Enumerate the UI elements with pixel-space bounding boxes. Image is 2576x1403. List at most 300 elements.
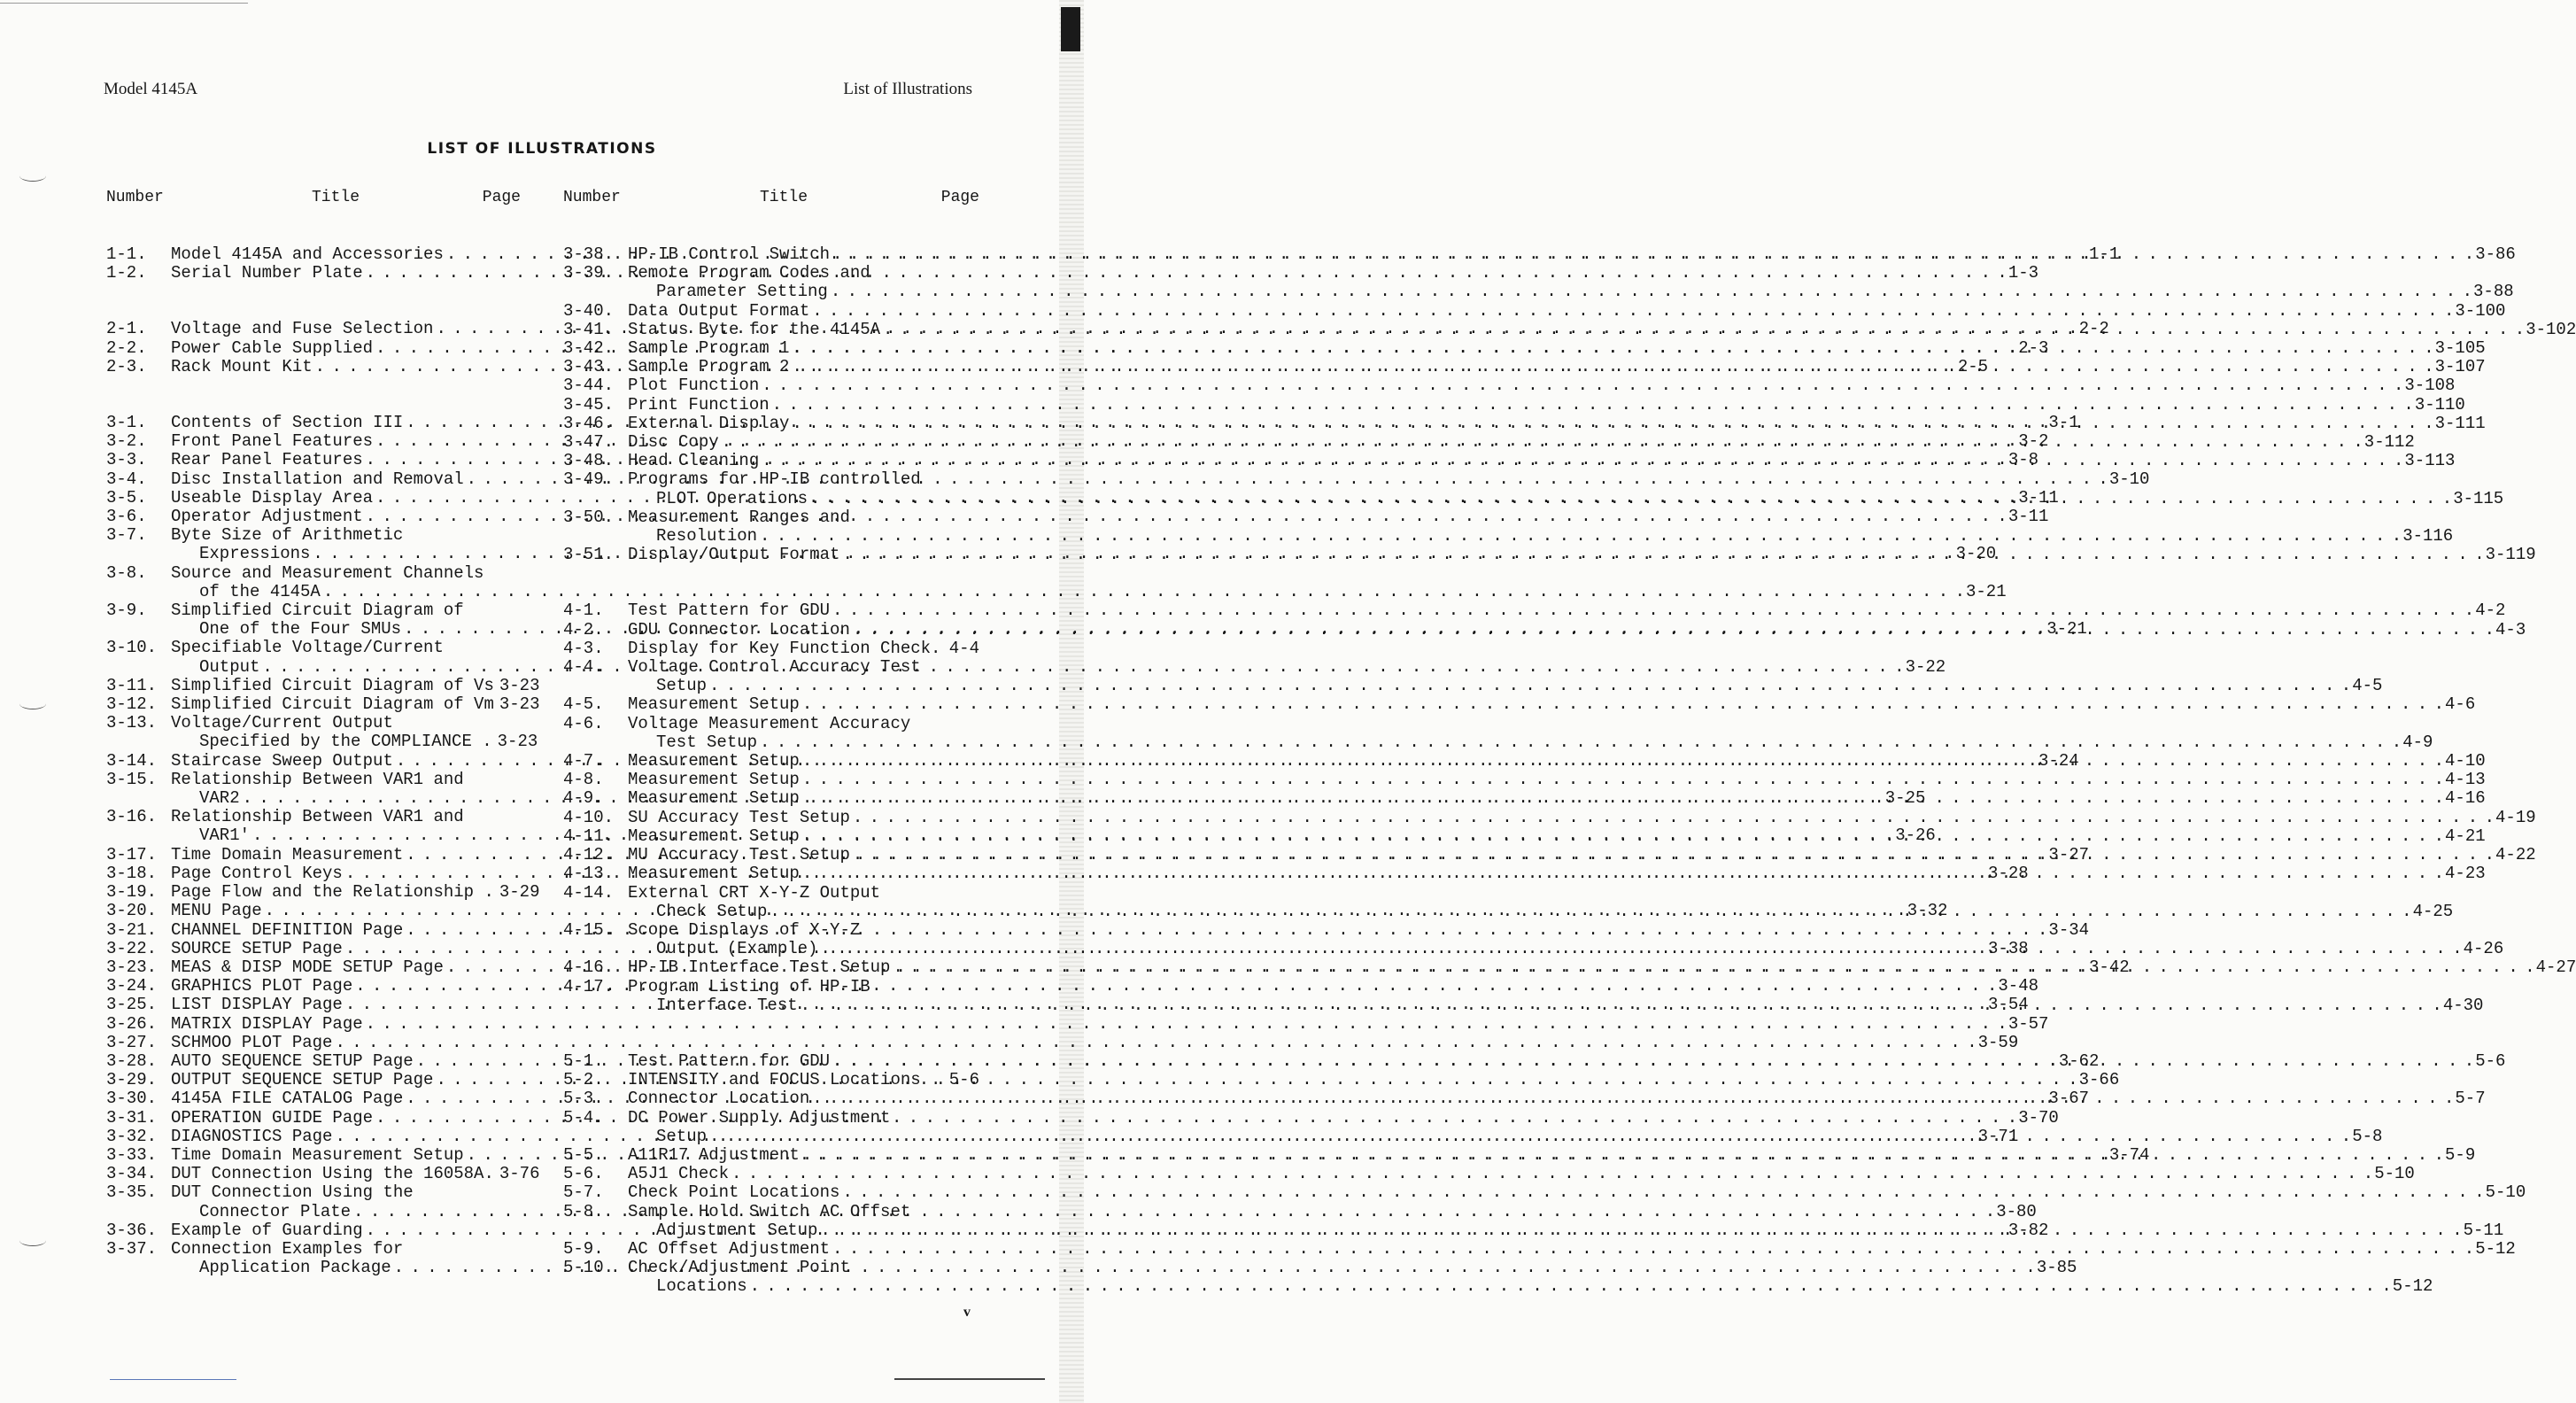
title-heading: Title [312,189,360,206]
figure-number: 3-43. [563,357,615,377]
page-ref: 3-38 [1988,938,2029,958]
figure-title: Parameter Setting [656,282,828,302]
page-ref: 3-70 [2018,1107,2059,1128]
page-ref: 3-54 [1988,995,2029,1015]
page-ref: 5-10 [2485,1182,2526,1203]
page-ref: 3-20 [1955,544,1997,564]
figure-number: 3-13. [106,713,158,733]
page-ref: 3-108 [2404,376,2456,396]
figure-number: 3-44. [563,376,615,396]
figure-number: 3-17. [106,844,158,864]
page-ref: 3-107 [2434,357,2486,377]
figure-number: 4-8. [563,770,604,790]
page-ref: 4-23 [2445,864,2486,884]
figure-number: 3-32. [106,1126,158,1146]
dot-leader [832,1052,2472,1071]
dot-leader [812,1089,2452,1108]
figure-title: Rack Mount Kit [171,356,313,376]
figure-title: Staircase Sweep Output [171,750,393,771]
page-ref: 3-100 [2455,300,2506,321]
header-model: Model 4145A [104,80,198,98]
figure-title: Disc Installation and Removal [171,469,464,489]
figure-number: 3-30. [106,1089,158,1109]
dot-leader [801,996,2441,1015]
page-ref: 4-9 [2402,732,2433,752]
dot-leader [731,1165,2371,1183]
page-ref: 4-22 [2495,845,2536,865]
figure-number: 4-17. [563,976,615,996]
dot-leader [832,1240,2472,1259]
figure-number: 3-33. [106,1144,158,1165]
figure-number: 3-7. [106,525,147,546]
figure-number: 5-6. [563,1164,604,1184]
figure-title: Head Cleaning [628,451,760,471]
page-ref: 3-86 [2475,244,2516,264]
figure-number: 3-24. [106,976,158,996]
figure-title: AUTO SEQUENCE SETUP Page [171,1050,414,1071]
dot-leader [709,677,2349,695]
figure-title: VAR2 [199,788,240,809]
figure-title: Contents of Section III [171,413,404,433]
figure-title: Output (Example) [656,939,818,959]
figure-title: Simplified Circuit Diagram of Vs [171,675,494,695]
illustration-entry [106,562,2007,601]
illustration-entry [106,1032,2019,1052]
section-gap [563,564,979,601]
figure-title: Connection Examples for [171,1238,404,1259]
figure-title: Measurement Setup [628,751,800,771]
index-tab-mark [1061,7,1080,51]
figure-title: Useable Display Area [171,487,374,508]
figure-number: 3-19. [106,882,158,903]
page-ref: 5-12 [2475,1238,2516,1259]
figure-title: Serial Number Plate [171,263,363,283]
page-ref: 4-6 [2445,694,2476,715]
figure-number: 5-1. [563,1050,604,1071]
page-ref: 5-11 [2463,1220,2504,1240]
figure-title: Byte Size of Arithmetic [171,525,404,546]
dot-leader [792,358,2432,376]
figure-title: Connector Plate [199,1201,352,1221]
figure-title: DC Power Supply Adjustment [628,1107,891,1128]
figure-title: Connector Location [628,1089,810,1109]
figure-number: 3-42. [563,338,615,359]
page-ref: 2-5 [1957,356,1989,376]
figure-title: DUT Connection Using the 16058A. [171,1164,494,1184]
figure-title: MENU Page [171,901,262,921]
figure-title: Programs for HP-IB controlled [628,469,921,490]
illustration-entry [563,376,2456,396]
figure-number: 3-27. [106,1032,158,1052]
figure-number: 4-4. [563,657,604,678]
figure-title: Data Output Format [628,300,810,321]
page-ref: 3-23 [497,732,538,752]
page-ref: 3-57 [2007,1013,2049,1034]
page-ref: 4-21 [2445,826,2486,846]
page-ref: 3-42 [2089,957,2130,977]
figure-number: 3-39. [563,263,615,283]
illustration-entry [563,413,2486,433]
illustration-entry [563,638,979,658]
page-ref: 3-66 [2078,1070,2120,1090]
page-ref: 3-34 [2048,919,2090,940]
figure-title: 4145A FILE CATALOG Page [171,1089,404,1109]
dot-leader [802,827,2442,846]
number-heading: Number [563,189,621,206]
figure-title: SCHMOO PLOT Page [171,1032,333,1052]
illustration-entry [563,601,2506,621]
figure-title: DUT Connection Using the [171,1182,414,1203]
dot-leader [853,809,2493,827]
figure-title: Measurement Setup [628,788,800,809]
figure-number: 3-2. [106,431,147,452]
illustration-entry [563,394,2465,415]
figure-number: 4-5. [563,694,604,715]
figure-number: 3-11. [106,675,158,695]
figure-title: Measurement Setup [628,770,800,790]
illustration-entry [106,694,540,715]
page-ref: 3-29 [499,882,540,903]
figure-title: Relationship Between VAR1 and [171,807,464,827]
figure-title: Sample Program 1 [628,338,790,359]
page-ref: 3-67 [2048,1089,2090,1109]
figure-title: HP-IB Control Switch [628,244,831,264]
figure-title: AC Offset Adjustment [628,1238,831,1259]
figure-number: 5-3. [563,1089,604,1109]
figure-number: 2-1. [106,319,147,339]
page-ref: 2-3 [2018,337,2049,358]
page-ref: 4-4 [948,638,979,658]
dot-leader [802,695,2442,714]
dot-leader [832,601,2472,620]
page-ref: 3-82 [2007,1220,2049,1240]
figure-title: Power Cable Supplied [171,337,374,358]
figure-title: Voltage and Fuse Selection [171,319,434,339]
dot-leader [893,958,2533,977]
figure-title: Print Function [628,394,770,415]
figure-number: 5-5. [563,1144,604,1165]
figure-number: 3-26. [106,1013,158,1034]
page-ref: 3-110 [2414,394,2465,415]
page-ref: 3-11 [2007,507,2049,527]
dot-leader [820,940,2460,958]
page-ref: 1-1 [2089,244,2120,264]
page-ref: 3-115 [2453,488,2504,508]
figure-title: DIAGNOSTICS Page [171,1126,333,1146]
dot-leader [853,621,2493,639]
dot-leader [820,1221,2460,1240]
page-ref: 3-111 [2434,413,2486,433]
figure-title: OPERATION GUIDE Page [171,1107,374,1128]
top-rule [0,3,248,4]
page-ref: 5-6 [948,1070,979,1090]
figure-number: 5-4. [563,1107,604,1128]
figure-title: Sample Program 2 [628,357,790,377]
column-headers [106,189,521,210]
figure-title: Setup [656,676,708,696]
page-ref: 3-23 [499,694,540,715]
page-ref: 3-48 [1998,976,2039,996]
dot-leader [810,487,2450,508]
figure-number: 1-2. [106,263,147,283]
figure-title: Measurement Setup [628,864,800,884]
page-ref: 5-12 [2392,1276,2433,1297]
page-ref: 4-19 [2495,807,2536,827]
figure-number: 3-25. [106,995,158,1015]
figure-number: 3-38. [563,244,615,264]
illustration-entry [106,1013,2049,1034]
figure-title: Measurement Setup [628,826,800,846]
figure-number: 3-1. [106,413,147,433]
figure-number: 3-41. [563,319,615,339]
figure-title: Model 4145A and Accessories [171,244,444,264]
page-ref: 2-2 [2078,319,2109,339]
page-ref: 3-2 [2018,431,2049,452]
page-ref: 3-62 [2058,1050,2100,1071]
page-ref: 5-8 [2352,1126,2383,1146]
figure-number: 4-2. [563,619,604,639]
figure-number: 5-2. [563,1070,604,1090]
figure-title: Voltage Measurement Accuracy [628,713,911,733]
figure-number: 3-16. [106,807,158,827]
figure-title: Setup [656,1126,708,1146]
figure-title: Adjustment Setup [656,1220,818,1240]
page-ref: 3-32 [1907,901,1948,921]
figure-number: 3-14. [106,750,158,771]
figure-number: 4-6. [563,713,604,733]
figure-number: 3-31. [106,1107,158,1128]
page-ref: 3-1 [2048,413,2079,433]
illustration-entry [563,713,2433,752]
figure-title: Check Point Locations [628,1182,840,1203]
dot-leader [770,903,2410,921]
page-ref: 3-71 [1977,1126,2019,1146]
figure-title: Relationship Between VAR1 and [171,769,464,789]
figure-title: Application Package [199,1258,391,1278]
punch-hole-mark [19,170,46,182]
page-ref: 4-3 [2495,619,2526,639]
illustration-entry [563,694,2476,715]
page-ref: 4-10 [2445,751,2486,771]
page-number: v [963,1305,971,1320]
figure-title: Resolution [656,526,758,546]
dot-leader [262,658,1902,677]
figure-number: 4-11. [563,826,615,846]
figure-title: Voltage/Current Output [171,713,393,733]
page-ref: 3-59 [1977,1032,2019,1052]
figure-title: A11R17 Adjustment [628,1144,800,1165]
illustration-entry [563,1238,2516,1259]
figure-title: Simplified Circuit Diagram of Vm [171,694,494,715]
figure-title: Display/Output Format [628,545,840,565]
figure-title: Locations [656,1276,747,1297]
figure-title: Interface Test [656,995,798,1015]
figure-title: Program Listing of HP-IB [628,976,870,996]
title-heading: Title [760,189,808,206]
figure-number: 3-50. [563,507,615,527]
figure-number: 5-7. [563,1182,604,1203]
dot-leader [802,789,2442,808]
figure-number: 3-35. [106,1182,158,1203]
column-headers [563,189,979,210]
figure-number: 3-9. [106,601,147,621]
dot-leader [842,1183,2482,1202]
figure-title: Page Control Keys [171,863,343,883]
punch-hole-mark [19,698,46,709]
dot-leader [760,733,2400,752]
page-ref: 3-76 [499,1164,540,1184]
dot-leader [812,302,2452,321]
illustration-entry [106,1164,540,1184]
figure-number: 4-15. [563,919,615,940]
dot-leader [832,245,2472,264]
figure-number: 3-46. [563,413,615,433]
page-ref: 5-7 [2455,1089,2486,1109]
figure-title: Status Byte for the 4145A [628,319,881,339]
dot-leader [831,283,2471,301]
figure-number: 3-3. [106,450,147,470]
figure-title: SU Accuracy Test Setup [628,807,850,827]
page-ref: 3-74 [2108,1144,2150,1165]
dot-leader [762,452,2402,470]
figure-number: 3-6. [106,507,147,527]
illustration-entry [563,1070,979,1090]
page-ref: 3-10 [2108,469,2150,489]
figure-title: Disc Copy [628,432,719,453]
figure-number: 4-9. [563,788,604,809]
figure-title: Simplified Circuit Diagram of [171,601,464,621]
page-title: LIST OF ILLUSTRATIONS [427,140,657,158]
figure-number: 3-47. [563,432,615,453]
figure-title: External Display [628,413,790,433]
dot-leader [722,433,2362,452]
figure-title: A5J1 Check [628,1164,730,1184]
figure-number: 3-40. [563,300,615,321]
figure-number: 3-15. [106,769,158,789]
page-ref: 3-22 [1905,656,1946,677]
illustration-entry [563,507,2454,546]
figure-title: CHANNEL DEFINITION Page [171,919,404,940]
dot-leader [802,752,2442,771]
figure-title: MU Accuracy Test Setup [628,845,850,865]
page-ref: 3-88 [2473,282,2514,302]
figure-number: 5-10. [563,1258,615,1278]
figure-number: 4-1. [563,601,604,621]
figure-number: 3-12. [106,694,158,715]
figure-number: 4-12. [563,845,615,865]
figure-number: 3-22. [106,938,158,958]
punch-hole-mark [19,1235,46,1246]
dot-leader [760,527,2400,546]
figure-title: Plot Function [628,376,760,396]
illustration-entry [563,770,2486,790]
page-heading: Page [940,189,979,206]
page-ref: 3-80 [1996,1201,2037,1221]
figure-title: Operator Adjustment [171,507,363,527]
figure-number: 3-4. [106,469,147,489]
number-heading: Number [106,189,164,206]
page-ref: 3-25 [1884,788,1926,809]
figure-title: Voltage Control Accuracy Test [628,657,921,678]
figure-number: 3-10. [106,638,158,658]
page-ref: 5-10 [2374,1164,2415,1184]
page-ref: 4-30 [2442,995,2484,1015]
header-section: List of Illustrations [843,80,972,98]
figure-title: GRAPHICS PLOT Page [171,976,353,996]
figure-number: 3-18. [106,863,158,883]
dot-leader [842,546,2482,564]
figure-title: External CRT X-Y-Z Output [628,882,881,903]
dot-leader [802,771,2442,789]
figure-number: 3-8. [106,562,147,583]
page-ref: 3-105 [2434,338,2486,359]
figure-number: 3-36. [106,1220,158,1240]
figure-number: 3-45. [563,394,615,415]
figure-title: MEAS & DISP MODE SETUP Page [171,957,444,977]
figure-number: 3-49. [563,469,615,490]
figure-title: Sample Hold Switch AC Offset [628,1201,911,1221]
page-ref: 3-21 [1966,581,2007,601]
figure-number: 3-51. [563,545,615,565]
figure-title: Display for Key Function Check. [628,638,941,658]
figure-title: Source and Measurement Channels [171,562,484,583]
figure-title: PLOT Operations [656,488,808,508]
page-ref: 5-9 [2445,1144,2476,1165]
section-gap [106,283,521,320]
figure-number: 2-2. [106,337,147,358]
figure-title: INTENSITY and FOCUS Locations . [628,1070,941,1090]
figure-title: Rear Panel Features [171,450,363,470]
illustration-entry [106,675,540,695]
figure-number: 4-10. [563,807,615,827]
page-ref: 3-102 [2526,319,2576,339]
figure-title: Scope Displays of X-Y-Z [628,919,861,940]
page-ref: 3-27 [2048,844,2090,864]
page-ref: 3-28 [1988,863,2029,883]
page-ref: 3-8 [2007,450,2039,470]
dot-leader [762,376,2402,395]
page-ref: 3-23 [499,675,540,695]
dot-leader [750,1277,2390,1296]
illustration-entry [563,807,2536,827]
page-ref: 4-5 [2352,676,2383,696]
figure-number: 4-13. [563,864,615,884]
illustration-entry [563,1164,2415,1184]
figure-number: 3-48. [563,451,615,471]
page-heading: Page [482,189,521,206]
dot-leader [802,864,2442,883]
dot-leader [883,321,2523,339]
page-ref: 1-3 [2007,263,2039,283]
figure-title: Example of Guarding [171,1220,363,1240]
page-ref: 4-16 [2445,788,2486,809]
figure-title: GDU Connector Location [628,619,850,639]
figure-title: Check Setup [656,901,768,921]
figure-title: Expressions [199,544,311,564]
figure-number: 3-21. [106,919,158,940]
dot-leader [802,1146,2442,1165]
page-ref: 3-11 [2018,487,2059,508]
section-gap [563,1015,979,1052]
illustration-entry [106,882,540,903]
figure-title: Test Setup [656,732,758,752]
figure-title: of the 4145A [199,581,321,601]
figure-number: 2-3. [106,356,147,376]
figure-number: 4-7. [563,751,604,771]
figure-number: 3-34. [106,1164,158,1184]
page-ref: 4-13 [2445,770,2486,790]
figure-title: HP-IB Interface Test Setup [628,957,891,978]
